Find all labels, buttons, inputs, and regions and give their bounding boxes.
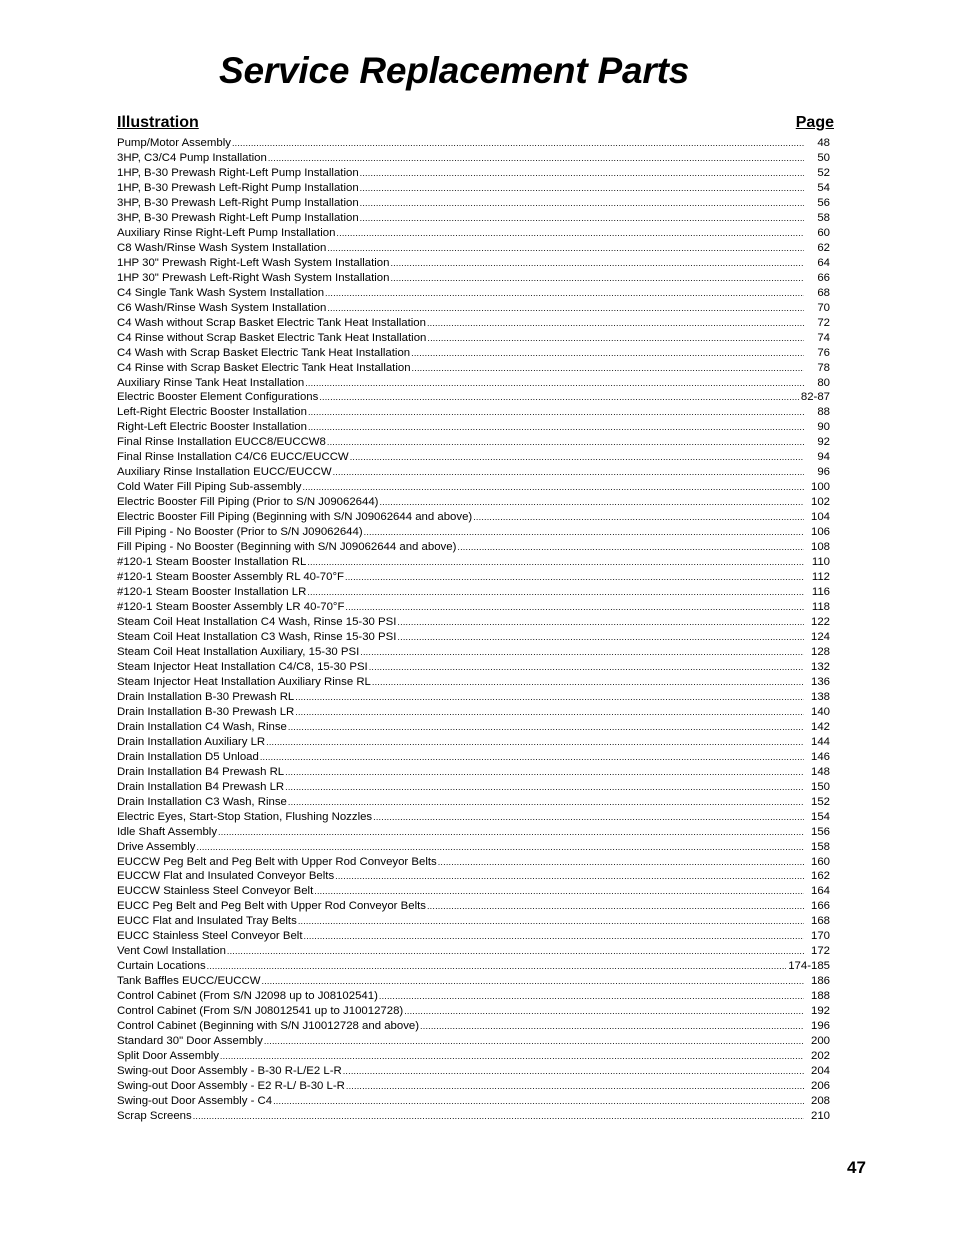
toc-entry [117, 151, 830, 166]
toc-entry [117, 944, 830, 959]
dot-leader [307, 420, 804, 435]
toc-entry-page: 74 [817, 331, 830, 344]
dot-leader [359, 211, 804, 226]
toc-entry-page: 144 [810, 735, 830, 748]
toc-entry [117, 286, 830, 301]
toc-entry-title: Swing-out Door Assembly - B-30 R-L/E2 L-R [117, 1065, 342, 1078]
toc-entry-title: Electric Eyes, Start-Stop Station, Flushing Nozzles [117, 810, 373, 823]
toc-entry-title: EUCC Stainless Steel Conveyor Belt [117, 930, 303, 943]
dot-leader [426, 899, 804, 914]
toc-entry-title: Swing-out Door Assembly - E2 R-L/ B-30 L-R [117, 1080, 345, 1093]
dot-leader [304, 376, 804, 391]
toc-entry-page: 68 [817, 286, 830, 299]
toc-entry-title: Drain Installation B4 Prewash RL [117, 765, 285, 778]
dot-leader [368, 660, 804, 675]
toc-entry-title: Tank Baffles EUCC/EUCCW [117, 975, 261, 988]
toc-entry-page: 96 [817, 466, 830, 479]
toc-entry-page: 154 [810, 810, 830, 823]
dot-leader [389, 256, 804, 271]
toc-entry [117, 600, 830, 615]
dot-leader [344, 600, 804, 615]
dot-leader [307, 405, 804, 420]
toc-entry [117, 540, 830, 555]
dot-leader [363, 525, 804, 540]
toc-entry [117, 899, 830, 914]
illustration-column-header: Illustration [117, 114, 199, 131]
toc-entry-title: Auxiliary Rinse Right-Left Pump Installation [117, 226, 336, 239]
toc-entry-title: C8 Wash/Rinse Wash System Installation [117, 241, 327, 254]
dot-leader [389, 271, 804, 286]
dot-leader [403, 1004, 804, 1019]
toc-entry-page: 208 [810, 1095, 830, 1107]
toc-entry-page: 172 [810, 945, 830, 958]
dot-leader [378, 989, 804, 1004]
toc-entry [117, 241, 830, 256]
dot-leader [301, 480, 804, 495]
dot-leader [306, 585, 804, 600]
toc-entry-title: C4 Single Tank Wash System Installation [117, 286, 325, 299]
toc-entry-page: 138 [810, 690, 830, 703]
dot-leader [326, 435, 804, 450]
toc-entry-page: 160 [810, 855, 830, 868]
toc-entry-title: Drain Installation B-30 Prewash RL [117, 690, 295, 703]
toc-entry [117, 196, 830, 211]
toc-entry-page: 168 [810, 915, 830, 928]
toc-entry-title: Drain Installation D5 Unload [117, 750, 259, 763]
dot-leader [272, 1094, 804, 1109]
toc-entry-title: #120-1 Steam Booster Assembly LR 40-70°F [117, 601, 345, 614]
toc-entry [117, 1094, 830, 1109]
toc-entry-page: 174-185 [788, 960, 830, 973]
toc-entry-page: 58 [817, 211, 830, 224]
toc-entry [117, 615, 830, 630]
toc-entry-title: Control Cabinet (From S/N J2098 up to J08102541) [117, 990, 378, 1003]
toc-entry [117, 181, 830, 196]
toc-entry [117, 211, 830, 226]
toc-entry [117, 331, 830, 346]
toc-entry-title: Auxiliary Rinse Tank Heat Installation [117, 376, 305, 389]
dot-leader [342, 1064, 804, 1079]
toc-entry-title: 1HP 30" Prewash Left-Right Wash System Installation [117, 271, 390, 284]
toc-entry [117, 525, 830, 540]
toc-entry-title: C4 Rinse with Scrap Basket Electric Tank Heat Installation [117, 361, 411, 374]
toc-entry [117, 555, 830, 570]
toc-entry-title: 1HP, B-30 Prewash Left-Right Pump Installation [117, 181, 359, 194]
toc-entry-title: Vent Cowl Installation [117, 945, 226, 958]
toc-entry-page: 152 [810, 795, 830, 808]
toc-entry-page: 124 [810, 630, 830, 643]
toc-entry-page: 188 [810, 990, 830, 1003]
dot-leader [231, 136, 804, 151]
toc-entry [117, 735, 830, 750]
toc-entry-page: 94 [817, 451, 830, 464]
toc-entry-title: Auxiliary Rinse Installation EUCC/EUCCW [117, 466, 332, 479]
toc-entry-page: 48 [817, 137, 830, 149]
toc-entry-page: 102 [810, 496, 830, 509]
dot-leader [396, 630, 804, 645]
toc-entry-title: Fill Piping - No Booster (Beginning with S/N J09062644 and above) [117, 541, 457, 554]
dot-leader [284, 765, 804, 780]
toc-entry [117, 510, 830, 525]
toc-entry-title: Standard 30" Door Assembly [117, 1035, 263, 1048]
dot-leader [456, 540, 804, 555]
toc-entry-page: 56 [817, 196, 830, 209]
toc-entry [117, 226, 830, 241]
toc-entry-title: Swing-out Door Assembly - C4 [117, 1095, 273, 1107]
toc-entry-title: Idle Shaft Assembly [117, 825, 218, 838]
toc-entry-page: 88 [817, 406, 830, 419]
toc-entry [117, 1034, 830, 1049]
dot-leader [332, 465, 804, 480]
toc-entry-page: 66 [817, 271, 830, 284]
toc-entry-title: #120-1 Steam Booster Installation RL [117, 556, 307, 569]
toc-entry-page: 118 [811, 601, 830, 614]
toc-entry [117, 855, 830, 870]
dot-leader [267, 151, 804, 166]
dot-leader [437, 855, 804, 870]
page-title: Service Replacement Parts [219, 50, 690, 91]
dot-leader [359, 196, 804, 211]
toc-entry-page: 192 [810, 1005, 830, 1018]
toc-entry-page: 60 [817, 226, 830, 239]
toc-entry [117, 959, 830, 974]
toc-entry [117, 390, 830, 405]
toc-entry-title: EUCCW Flat and Insulated Conveyor Belts [117, 870, 335, 883]
toc-entry-title: Steam Injector Heat Installation Auxiliary Rinse RL [117, 675, 371, 688]
dot-leader [303, 929, 805, 944]
toc-entry-page: 170 [810, 930, 830, 943]
toc-entry-title: 3HP, C3/C4 Pump Installation [117, 151, 267, 164]
toc-entry-page: 132 [810, 660, 830, 673]
toc-entry [117, 1079, 830, 1094]
dot-leader [219, 1049, 804, 1064]
toc-entry [117, 376, 830, 391]
toc-entry-title: Drain Installation B-30 Prewash LR [117, 705, 295, 718]
toc-entry-title: Cold Water Fill Piping Sub-assembly [117, 481, 302, 494]
dot-leader [324, 286, 804, 301]
toc-entry-page: 204 [810, 1065, 830, 1078]
dot-leader [287, 720, 804, 735]
toc-list [117, 136, 830, 1124]
dot-leader [318, 390, 799, 405]
toc-entry-title: Electric Booster Fill Piping (Prior to S/N J09062644) [117, 496, 379, 509]
toc-entry [117, 840, 830, 855]
toc-entry-title: Left-Right Electric Booster Installation [117, 406, 307, 419]
toc-entry-page: 80 [817, 376, 830, 389]
dot-leader [378, 495, 804, 510]
toc-entry-page: 140 [810, 705, 830, 718]
toc-entry-title: Drain Installation C3 Wash, Rinse [117, 795, 287, 808]
toc-entry [117, 869, 830, 884]
toc-entry-page: 52 [817, 166, 830, 179]
dot-leader [313, 884, 804, 899]
dot-leader [196, 840, 805, 855]
toc-entry-title: EUCCW Stainless Steel Conveyor Belt [117, 885, 314, 898]
toc-entry-page: 200 [810, 1035, 830, 1048]
dot-leader [372, 810, 804, 825]
toc-entry [117, 480, 830, 495]
toc-entry-page: 72 [817, 316, 830, 329]
toc-entry [117, 884, 830, 899]
toc-entry-page: 186 [810, 975, 830, 988]
toc-entry-title: C6 Wash/Rinse Wash System Installation [117, 301, 327, 314]
toc-entry-title: Electric Booster Fill Piping (Beginning with S/N J09062644 and above) [117, 511, 473, 524]
toc-entry [117, 435, 830, 450]
toc-entry [117, 256, 830, 271]
toc-entry [117, 750, 830, 765]
toc-entry-title: 3HP, B-30 Prewash Right-Left Pump Installation [117, 211, 359, 224]
toc-entry [117, 720, 830, 735]
toc-entry [117, 361, 830, 376]
toc-entry-page: 90 [817, 421, 830, 434]
toc-entry-page: 146 [810, 750, 830, 763]
dot-leader [326, 301, 804, 316]
toc-entry-title: 1HP, B-30 Prewash Right-Left Pump Installation [117, 166, 359, 179]
toc-entry-title: 3HP, B-30 Prewash Left-Right Pump Installation [117, 196, 359, 209]
dot-leader [259, 750, 804, 765]
toc-entry-title: Steam Injector Heat Installation C4/C8, 15-30 PSI [117, 660, 368, 673]
toc-entry [117, 465, 830, 480]
toc-entry [117, 346, 830, 361]
toc-entry [117, 301, 830, 316]
toc-entry-title: EUCC Peg Belt and Peg Belt with Upper Rod Conveyor Belts [117, 900, 426, 913]
toc-entry-title: Scrap Screens [117, 1109, 192, 1122]
toc-entry [117, 570, 830, 585]
toc-entry [117, 974, 830, 989]
toc-entry-title: Final Rinse Installation EUCC8/EUCCW8 [117, 436, 326, 449]
page-column-header: Page [795, 114, 834, 131]
dot-leader [359, 181, 804, 196]
dot-leader [294, 705, 804, 720]
dot-leader [419, 1019, 804, 1034]
toc-entry [117, 914, 830, 929]
toc-entry-page: 128 [810, 645, 830, 658]
dot-leader [359, 166, 804, 181]
toc-entry [117, 136, 830, 151]
toc-entry-title: Curtain Locations [117, 960, 206, 973]
dot-leader [206, 959, 787, 974]
dot-leader [345, 1079, 804, 1094]
toc-entry [117, 1064, 830, 1079]
dot-leader [472, 510, 804, 525]
toc-entry [117, 316, 830, 331]
toc-entry [117, 271, 830, 286]
dot-leader [284, 780, 804, 795]
toc-entry-title: Split Door Assembly [117, 1050, 219, 1063]
dot-leader [426, 316, 804, 331]
toc-entry-page: 112 [811, 571, 830, 584]
toc-entry [117, 166, 830, 181]
toc-entry [117, 495, 830, 510]
toc-entry-title: Steam Coil Heat Installation C4 Wash, Rinse 15-30 PSI [117, 616, 397, 628]
toc-entry-page: 104 [810, 511, 830, 524]
toc-entry-page: 142 [810, 720, 830, 733]
toc-entry [117, 405, 830, 420]
toc-entry-page: 164 [810, 885, 830, 898]
toc-entry [117, 1049, 830, 1064]
toc-entry [117, 1004, 830, 1019]
toc-entry-page: 92 [817, 436, 830, 449]
toc-entry [117, 420, 830, 435]
dot-leader [335, 226, 804, 241]
toc-entry-page: 54 [817, 181, 830, 194]
toc-entry-title: Steam Coil Heat Installation C3 Wash, Rinse 15-30 PSI [117, 630, 397, 643]
toc-entry-page: 148 [810, 765, 830, 778]
toc-entry [117, 989, 830, 1004]
toc-entry-title: C4 Wash without Scrap Basket Electric Tank Heat Installation [117, 316, 426, 329]
toc-entry [117, 630, 830, 645]
toc-entry-page: 210 [810, 1109, 830, 1122]
toc-entry [117, 690, 830, 705]
toc-header [117, 114, 834, 134]
dot-leader [411, 361, 804, 376]
dot-leader [426, 331, 804, 346]
toc-entry-title: Control Cabinet (Beginning with S/N J10012728 and above) [117, 1020, 420, 1033]
toc-entry-title: 1HP 30" Prewash Right-Left Wash System Installation [117, 256, 390, 269]
toc-entry-title: C4 Rinse without Scrap Basket Electric Tank Heat Installation [117, 331, 427, 344]
toc-entry [117, 1019, 830, 1034]
toc-entry-title: Final Rinse Installation C4/C6 EUCC/EUCCW [117, 451, 349, 464]
toc-entry-page: 156 [810, 825, 830, 838]
toc-entry-page: 50 [817, 151, 830, 164]
toc-entry-page: 110 [811, 556, 830, 569]
dot-leader [396, 615, 804, 630]
toc-entry-title: Drain Installation Auxiliary LR [117, 735, 266, 748]
toc-entry-title: Drive Assembly [117, 840, 196, 853]
toc-entry-title: Steam Coil Heat Installation Auxiliary, 15-30 PSI [117, 645, 360, 658]
toc-entry [117, 585, 830, 600]
dot-leader [334, 869, 804, 884]
toc-entry-page: 100 [810, 481, 830, 494]
toc-entry-title: Right-Left Electric Booster Installation [117, 421, 307, 434]
toc-entry-title: C4 Wash with Scrap Basket Electric Tank Heat Installation [117, 346, 411, 359]
toc-entry [117, 660, 830, 675]
toc-entry-page: 202 [810, 1050, 830, 1063]
toc-entry-title: EUCC Flat and Insulated Tray Belts [117, 915, 297, 928]
toc-entry-title: Drain Installation C4 Wash, Rinse [117, 720, 287, 733]
toc-entry [117, 795, 830, 810]
toc-entry-page: 106 [810, 526, 830, 539]
dot-leader [263, 1034, 804, 1049]
dot-leader [294, 690, 804, 705]
toc-entry-page: 162 [810, 870, 830, 883]
toc-entry-page: 116 [811, 586, 830, 599]
toc-entry-title: Drain Installation B4 Prewash LR [117, 780, 285, 793]
toc-entry [117, 765, 830, 780]
dot-leader [287, 795, 804, 810]
toc-entry [117, 810, 830, 825]
toc-entry-page: 70 [817, 301, 830, 314]
toc-entry-page: 78 [817, 361, 830, 374]
toc-entry-page: 64 [817, 256, 830, 269]
toc-entry-page: 62 [817, 241, 830, 254]
toc-entry [117, 1109, 830, 1124]
toc-entry-page: 82-87 [800, 391, 830, 404]
dot-leader [192, 1109, 804, 1124]
toc-entry-title: Control Cabinet (From S/N J08012541 up to J10012728) [117, 1005, 404, 1018]
dot-leader [217, 825, 804, 840]
toc-entry-title: Fill Piping - No Booster (Prior to S/N J09062644) [117, 526, 363, 539]
dot-leader [349, 450, 804, 465]
toc-entry [117, 675, 830, 690]
toc-entry-title: Pump/Motor Assembly [117, 137, 231, 149]
dot-leader [260, 974, 804, 989]
dot-leader [359, 645, 804, 660]
toc-entry-page: 76 [817, 346, 830, 359]
toc-entry-page: 150 [810, 780, 830, 793]
toc-entry-page: 136 [810, 675, 830, 688]
toc-entry [117, 825, 830, 840]
dot-leader [371, 675, 804, 690]
dot-leader [226, 944, 804, 959]
dot-leader [344, 570, 804, 585]
toc-entry [117, 780, 830, 795]
toc-entry-page: 196 [810, 1020, 830, 1033]
toc-entry-title: EUCCW Peg Belt and Peg Belt with Upper Rod Conveyor Belts [117, 855, 437, 868]
toc-entry [117, 450, 830, 465]
toc-entry-page: 206 [810, 1080, 830, 1093]
toc-entry-title: #120-1 Steam Booster Assembly RL 40-70°F [117, 571, 344, 584]
toc-entry-title: Electric Booster Element Configurations [117, 391, 319, 404]
toc-entry-page: 122 [810, 616, 830, 628]
toc-entry-title: #120-1 Steam Booster Installation LR [117, 586, 307, 599]
toc-entry-page: 158 [810, 840, 830, 853]
dot-leader [326, 241, 804, 256]
toc-entry-page: 166 [810, 900, 830, 913]
dot-leader [265, 735, 804, 750]
dot-leader [306, 555, 804, 570]
toc-entry [117, 705, 830, 720]
toc-entry-page: 108 [810, 541, 830, 554]
page-number: 47 [847, 1158, 866, 1177]
dot-leader [410, 346, 804, 361]
dot-leader [297, 914, 804, 929]
toc-entry [117, 929, 830, 944]
toc-entry [117, 645, 830, 660]
